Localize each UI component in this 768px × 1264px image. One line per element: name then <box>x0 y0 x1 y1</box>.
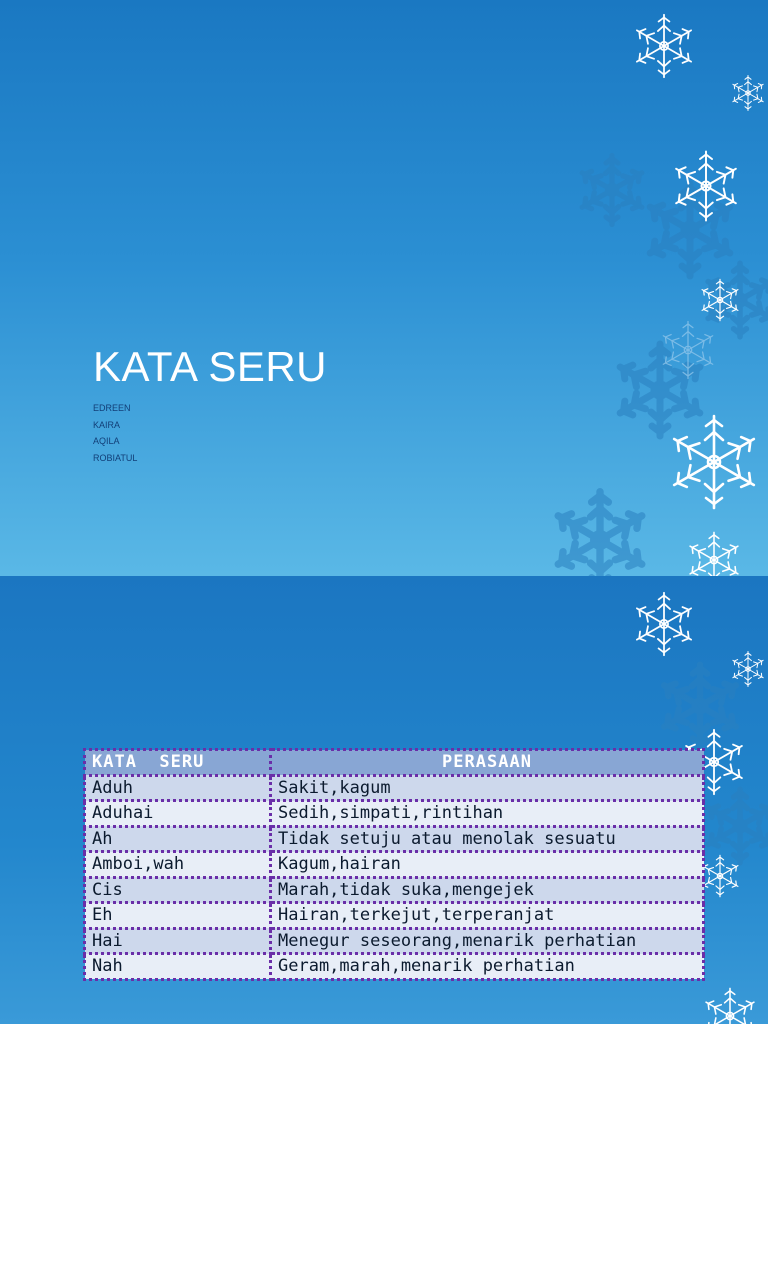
cell-perasaan: Geram,marah,menarik perhatian <box>271 954 704 980</box>
table-row <box>85 801 704 827</box>
cell-kata-seru: Cis <box>85 877 271 903</box>
cell-kata-seru: Aduhai <box>85 801 271 827</box>
snowflake-icon <box>670 416 759 508</box>
interjection-table-wrapper <box>83 748 705 981</box>
slide-title: KATA SERU <box>93 1226 279 1264</box>
snowflake-icon <box>660 665 740 748</box>
table-row <box>85 852 704 878</box>
snowflake-icon <box>646 184 735 276</box>
table-row <box>85 877 704 903</box>
header-kata-seru: KATA SERU <box>85 750 271 776</box>
table-row <box>85 954 704 980</box>
cell-perasaan: Sedih,simpati,rintihan <box>271 801 704 827</box>
snowflake-icon <box>705 789 768 863</box>
cell-kata-seru: Ah <box>85 826 271 852</box>
snowflake-icon <box>616 344 705 436</box>
snowflake-icon <box>703 988 756 1043</box>
table-row <box>85 903 704 929</box>
table-row <box>85 826 704 852</box>
snowflake-icon <box>661 321 716 378</box>
cell-kata-seru: Amboi,wah <box>85 852 271 878</box>
snowflake-icon <box>731 652 765 687</box>
snowflake-icon <box>700 855 740 896</box>
cell-perasaan: Tidak setuju atau menolak sesuatu <box>271 826 704 852</box>
author-name: ROBIATUL <box>93 452 138 463</box>
snowflake-icon <box>731 76 765 111</box>
author-name: KAIRA <box>93 419 121 430</box>
interjection-table <box>83 748 705 981</box>
cell-perasaan: Hairan,terkejut,terperanjat <box>271 903 704 929</box>
cell-kata-seru: Aduh <box>85 775 271 801</box>
snowflake-icon <box>673 152 740 221</box>
slide-title: KATA SERU <box>93 343 328 390</box>
cell-perasaan: Sakit,kagum <box>271 775 704 801</box>
cell-perasaan: Marah,tidak suka,mengejek <box>271 877 704 903</box>
snowflake-icon <box>634 593 694 656</box>
snowflake-decoration <box>0 0 768 576</box>
table-row <box>85 928 704 954</box>
cell-perasaan: Kagum,hairan <box>271 852 704 878</box>
snowflake-icon <box>700 279 740 320</box>
author-list <box>93 403 137 469</box>
table-header-row <box>85 750 704 776</box>
cell-perasaan: Menegur seseorang,menarik perhatian <box>271 928 704 954</box>
snowflake-icon <box>579 156 646 225</box>
header-perasaan: PERASAAN <box>271 750 704 776</box>
cell-kata-seru: Eh <box>85 903 271 929</box>
snowflake-icon <box>705 263 768 337</box>
table-row <box>85 775 704 801</box>
author-name: AQILA <box>93 436 120 446</box>
snowflake-icon <box>634 15 694 78</box>
cell-kata-seru: Hai <box>85 928 271 954</box>
cell-kata-seru: Nah <box>85 954 271 980</box>
title-slide <box>0 0 768 576</box>
snowflake-icon <box>553 492 646 589</box>
author-name: EDREEN <box>93 403 131 413</box>
